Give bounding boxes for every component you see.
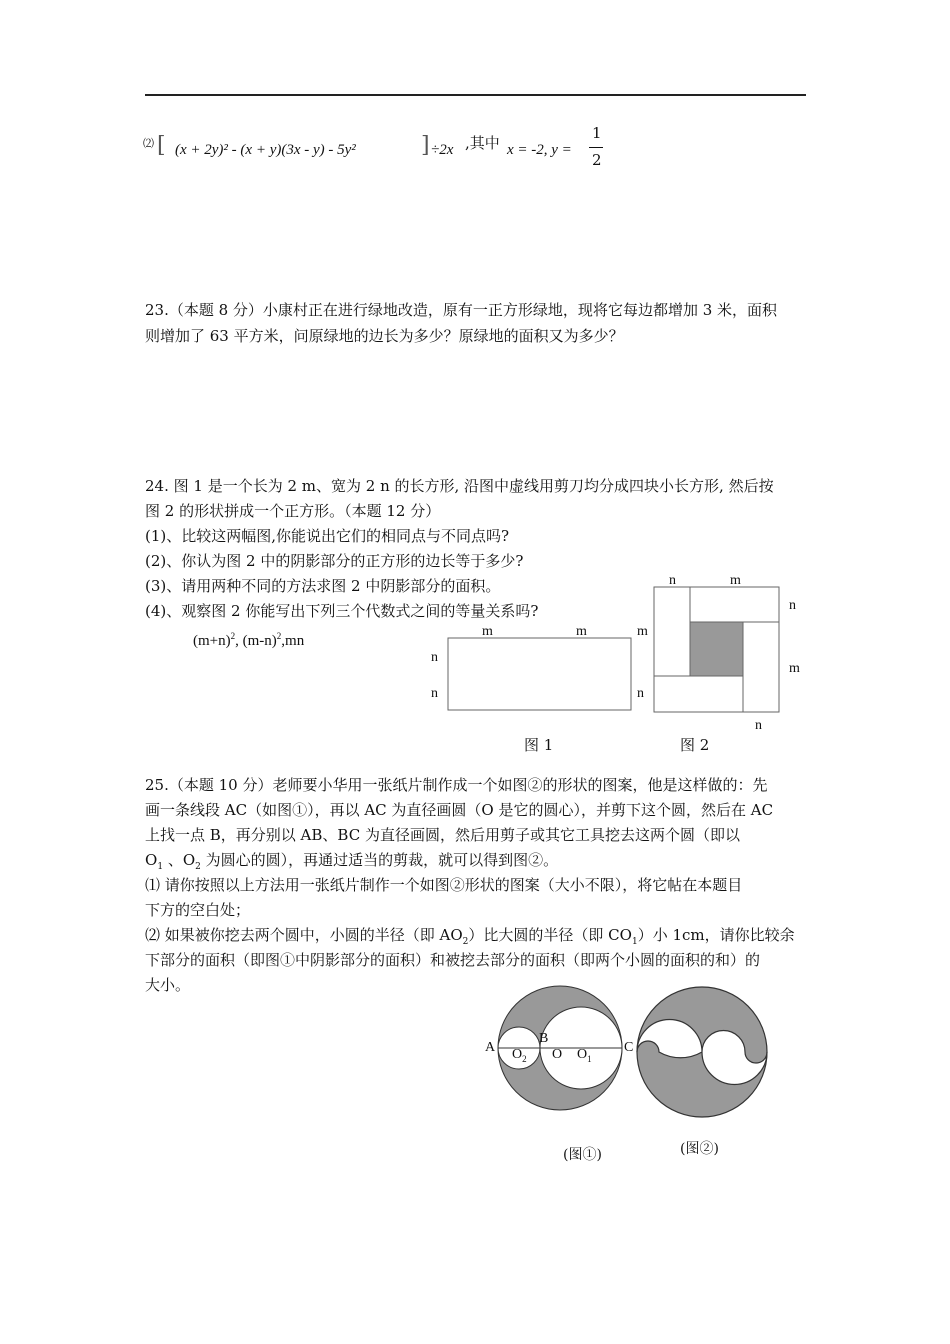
q22-num: ⑵ [143, 137, 154, 150]
q24-expr-a: (m+n) [193, 633, 231, 649]
fig2-label-right-m: m [789, 661, 800, 676]
fig1-label-top-right: m [576, 624, 587, 639]
figA-label-o: O [552, 1047, 563, 1062]
q25-line4-rest: 为圆心的圆），再通过适当的剪裁，就可以得到图②。 [200, 851, 559, 869]
q25-line1: 25.（本题 10 分）老师要小华用一张纸片制作成一个如图②的形状的图案，他是这样做的：先 [145, 776, 768, 794]
fig2-label-left-n: n [637, 686, 644, 701]
fig2-label-top-n: n [669, 573, 676, 588]
q25-sub2-part-a: ⑵ 如果被你挖去两个圆中，小圆的半径（即 AO [145, 926, 463, 944]
q22-fraction-denominator: 2 [592, 151, 602, 169]
fig1-label-left-top: n [431, 650, 438, 665]
q25-o1-letter: O [145, 851, 158, 869]
figA-o2-letter: O [512, 1047, 523, 1062]
figA-label-c: C [624, 1040, 634, 1055]
q24-expr-b: , (m-n) [235, 633, 277, 649]
fig2-caption: 图 2 [680, 736, 710, 754]
fig2-label-right-n: n [789, 598, 796, 613]
q24-expr-c: ,mn [281, 633, 305, 649]
q25-sub2-co1-sub: 1 [631, 937, 638, 947]
q22-bracket-left: [ [157, 133, 166, 158]
q24-item-1: (1)、比较这两幅图,你能说出它们的相同点与不同点吗? [145, 527, 510, 545]
figA-label-a: A [485, 1040, 496, 1055]
q24-item-2: (2)、你认为图 2 中的阴影部分的正方形的边长等于多少? [145, 552, 524, 570]
q22-fraction-numerator: 1 [592, 124, 602, 142]
q24-item-4: (4)、观察图 2 你能写出下列三个代数式之间的等量关系吗? [145, 602, 539, 620]
q25-o2-letter: 、O [163, 851, 196, 869]
fig2-label-bottom-n: n [755, 718, 762, 733]
fig1-label-left-bottom: n [431, 686, 438, 701]
q24-sup-a: 2 [230, 631, 236, 641]
q25-sub2-part-e: ）小 1cm，请你比较余 [637, 926, 795, 944]
figA-caption: (图①) [563, 1147, 602, 1163]
fig2-label-top-m: m [730, 573, 741, 588]
q24-line1: 24. 图 1 是一个长为 2 m、宽为 2 n 的长方形, 沿图中虚线用剪刀均分成四块小长方形, 然后按 [145, 477, 774, 495]
q25-sub2-line2: 下部分的面积（即图①中阴影部分的面积）和被挖去部分的面积（即两个小圆的面积的和）的 [145, 951, 761, 969]
q25-line3: 上找一点 B，再分别以 AB、BC 为直径画圆，然后用剪子或其它工具挖去这两个圆（即以 [145, 826, 740, 844]
q23-line1: 23.（本题 8 分）小康村正在进行绿地改造，原有一正方形绿地，现将它每边都增加 3 米，面积 [145, 301, 778, 319]
q24-line2: 图 2 的形状拼成一个正方形。（本题 12 分） [145, 502, 441, 520]
q25-o1-sub: 1 [157, 862, 164, 872]
q24-item-3: (3)、请用两种不同的方法求图 2 中阴影部分的面积。 [145, 577, 501, 595]
q25-sub1-line2: 下方的空白处； [145, 901, 251, 919]
q22-condition: x = -2, y = [507, 142, 572, 158]
q22-bracket-right: ] [421, 133, 430, 158]
figB-caption: (图②) [680, 1141, 719, 1157]
q25-sub1-line1: ⑴ 请你按照以上方法用一张纸片制作一个如图②形状的图案（大小不限），将它帖在本题目 [145, 876, 743, 894]
q22-condition-prefix: ,其中 [465, 134, 500, 152]
q25-sub2-line3: 大小。 [145, 976, 191, 994]
fig1-label-top-left: m [482, 624, 493, 639]
q25-line2: 画一条线段 AC（如图①），再以 AC 为直径画圆（O 是它的圆心），并剪下这个圆，然后在 AC [145, 801, 774, 819]
q22-expression: (x + 2y)² - (x + y)(3x - y) - 5y² [175, 142, 356, 158]
q22-divisor: ÷2x [431, 142, 454, 158]
figA-label-b: B [539, 1031, 549, 1046]
q25-o2-sub: 2 [195, 862, 201, 872]
q23-line2: 则增加了 63 平方米，问原绿地的边长为多少？原绿地的面积又为多少？ [145, 327, 624, 345]
q25-sub2-ao2-sub: 2 [462, 937, 469, 947]
figA-o2-sub: 2 [522, 1053, 527, 1064]
fig1-caption: 图 1 [524, 736, 554, 754]
fig2-label-left-m: m [637, 624, 648, 639]
figA-o1-sub: 1 [587, 1053, 592, 1064]
q25-sub2-part-c: ）比大圆的半径（即 CO [468, 926, 632, 944]
figA-o1-letter: O [577, 1047, 588, 1062]
q24-sup-b: 2 [276, 631, 282, 641]
